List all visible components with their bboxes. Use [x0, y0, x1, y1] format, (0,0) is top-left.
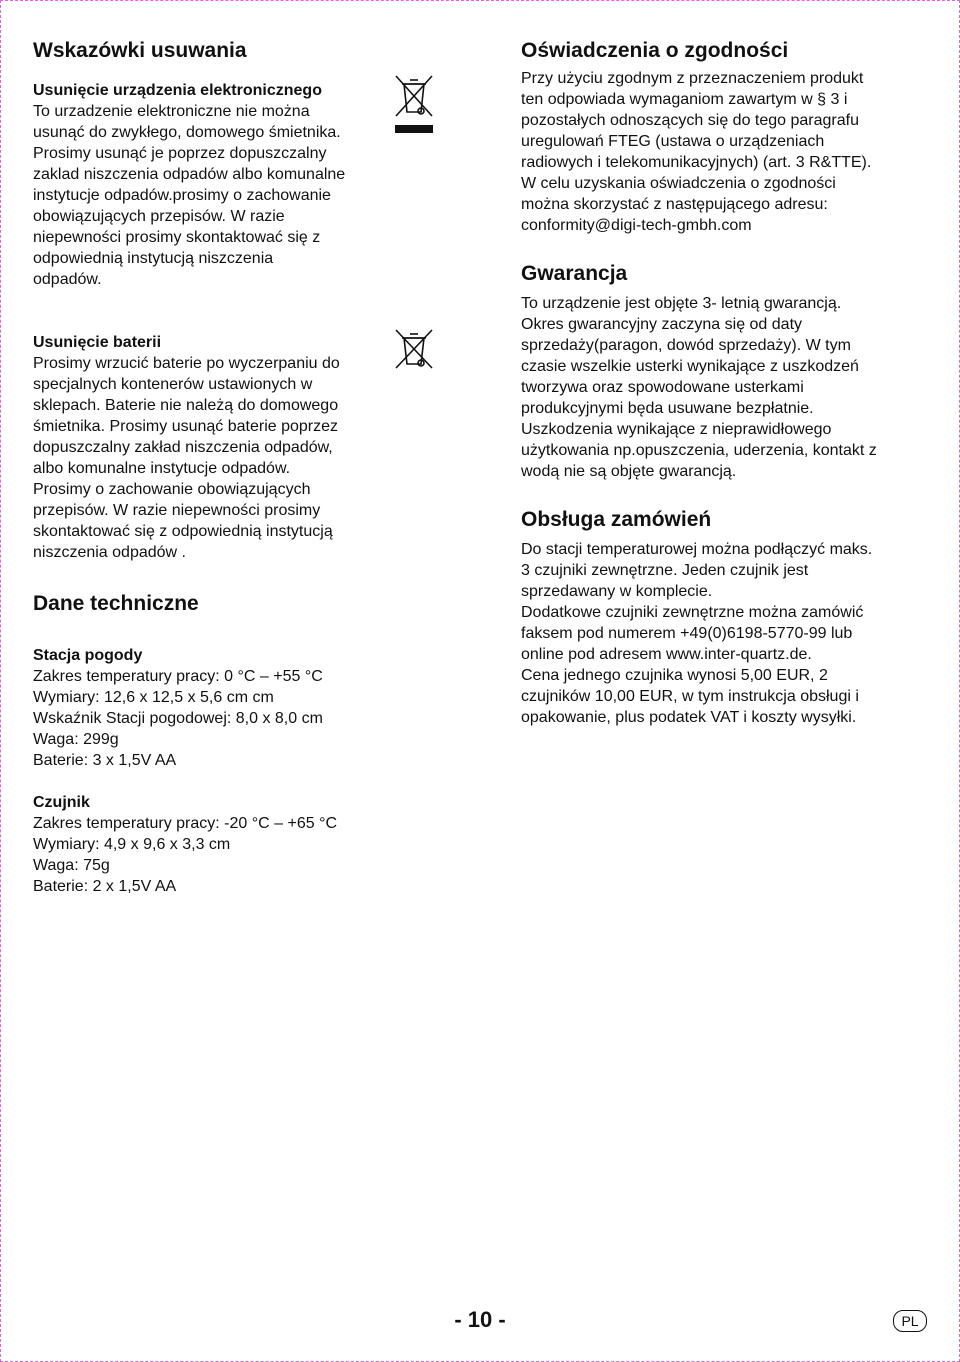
text-line: Do stacji temperaturowej można podłączyć maks.	[521, 541, 873, 558]
spec-line: Baterie: 2 x 1,5V AA	[33, 878, 177, 895]
text-line: radiowych i telekomunikacyjnych) (art. 3 R&TTE).	[521, 154, 872, 171]
text-line: Prosimy o zachowanie obowiązujących	[33, 481, 311, 498]
right-column	[521, 36, 941, 728]
text-line: Okres gwarancyjny zaczyna się od daty	[521, 316, 803, 333]
text-line: Dodatkowe czujniki zewnętrzne można zamówić	[521, 604, 864, 621]
warranty-title: Gwarancja	[521, 262, 628, 285]
text-line: To urzadzenie elektroniczne nie można	[33, 103, 310, 120]
text-line: można skorzystać z następującego adresu:	[521, 196, 828, 213]
text-line: czasie wszelkie usterki wynikające z uszkodzeń	[521, 358, 859, 375]
text-line: odpadów.	[33, 271, 102, 288]
text-line: zaklad niszczenia odpadów albo komunalne	[33, 166, 346, 183]
text-line: albo komunalne instytucje odpadów.	[33, 460, 291, 477]
text-line: skontaktować się z odpowiednią instytucją	[33, 523, 333, 540]
language-badge: PL	[893, 1310, 927, 1332]
text-line: faksem pod numerem +49(0)6198-5770-99 lub	[521, 625, 853, 642]
text-line: obowiązujących przepisów. W razie	[33, 208, 285, 225]
page-number: - 10 -	[454, 1307, 506, 1332]
text-line: specjalnych kontenerów ustawionych w	[33, 376, 313, 393]
text-line: niszczenia odpadów .	[33, 544, 186, 561]
text-line: wodą nie są objęte gwarancją.	[521, 463, 737, 480]
text-line: tworzywa oraz spowodowane usterkami	[521, 379, 804, 396]
text-line: pozostałych odnoszących się do tego paragrafu	[521, 112, 859, 129]
left-column	[33, 36, 398, 897]
text-line: W celu uzyskania oświadczenia o zgodności	[521, 175, 836, 192]
spec-line: Waga: 299g	[33, 731, 119, 748]
text-line: Prosimy usunąć je poprzez dopuszczalny	[33, 145, 327, 162]
text-line: 3 czujniki zewnętrzne. Jeden czujnik jest	[521, 562, 809, 579]
text-line: Przy użyciu zgodnym z przeznaczeniem produkt	[521, 70, 864, 87]
text-line: przepisów. W razie niepewności prosimy	[33, 502, 321, 519]
text-line: produkcyjnymi będa usuwane bezpłatnie.	[521, 400, 814, 417]
text-line: online pod adresem www.inter-quartz.de.	[521, 646, 812, 663]
text-line: Uszkodzenia wynikające z nieprawidłowego	[521, 421, 832, 438]
text-line: użytkowania np.opuszczenia, uderzenia, kontakt z	[521, 442, 877, 459]
spec-line: Wymiary: 4,9 x 9,6 x 3,3 cm	[33, 836, 231, 853]
text-line: uregulowań FTEG (ustawa o urządzeniach	[521, 133, 825, 150]
tech-data-title: Dane techniczne	[33, 592, 199, 615]
conformity-email: conformity@digi-tech-gmbh.com	[521, 217, 752, 234]
spec-line: Wymiary: 12,6 x 12,5 x 5,6 cm cm	[33, 689, 274, 706]
disposal-title: Wskazówki usuwania	[33, 39, 247, 62]
text-line: ten odpowiada wymaganiom zawartym w § 3 i	[521, 91, 848, 108]
sensor-heading: Czujnik	[33, 794, 90, 811]
spec-line: Zakres temperatury pracy: 0 °C – +55 °C	[33, 668, 323, 685]
text-line: To urządzenie jest objęte 3- letnią gwarancją.	[521, 295, 842, 312]
station-specs	[33, 666, 398, 771]
text-line: sprzedawany w komplecie.	[521, 583, 713, 600]
text-line: sklepach. Baterie nie należą do domowego	[33, 397, 339, 414]
spec-line: Zakres temperatury pracy: -20 °C – +65 °C	[33, 815, 338, 832]
orders-title: Obsługa zamówień	[521, 508, 712, 531]
text-line: opakowanie, plus podatek VAT i koszty wysyłki.	[521, 709, 857, 726]
text-line: czujników 10,00 EUR, w tym instrukcja obsługi i	[521, 688, 859, 705]
station-heading: Stacja pogody	[33, 647, 143, 664]
battery-bin-icon	[392, 326, 436, 372]
conformity-title: Oświadczenia o zgodności	[521, 39, 789, 62]
spec-line: Baterie: 3 x 1,5V AA	[33, 752, 177, 769]
text-line: usunąć do zwykłego, domowego śmietnika.	[33, 124, 341, 141]
electronics-disposal-text	[33, 101, 398, 290]
spec-line: Waga: 75g	[33, 857, 110, 874]
text-line: Prosimy wrzucić baterie po wyczerpaniu do	[33, 355, 340, 372]
text-line: śmietnika. Prosimy usunąć baterie poprzez	[33, 418, 339, 435]
battery-disposal-heading: Usunięcie baterii	[33, 334, 162, 351]
text-line: instytucje odpadów.prosimy o zachowanie	[33, 187, 331, 204]
text-line: odpowiednią instytucją niszczenia	[33, 250, 274, 267]
warranty-text	[521, 293, 941, 482]
battery-disposal-text	[33, 353, 398, 563]
text-line: niepewności prosimy skontaktować się z	[33, 229, 321, 246]
crossed-bin-icon	[392, 72, 436, 138]
electronics-disposal-heading: Usunięcie urządzenia elektronicznego	[33, 82, 322, 99]
orders-text	[521, 539, 941, 728]
text-line: sprzedaży(paragon, dowód sprzedaży). W tym	[521, 337, 851, 354]
sensor-specs	[33, 813, 398, 897]
conformity-text	[521, 68, 941, 236]
text-line: dopuszczalny zakład niszczenia odpadów,	[33, 439, 333, 456]
spec-line: Wskaźnik Stacji pogodowej: 8,0 x 8,0 cm	[33, 710, 323, 727]
text-line: Cena jednego czujnika wynosi 5,00 EUR, 2	[521, 667, 828, 684]
